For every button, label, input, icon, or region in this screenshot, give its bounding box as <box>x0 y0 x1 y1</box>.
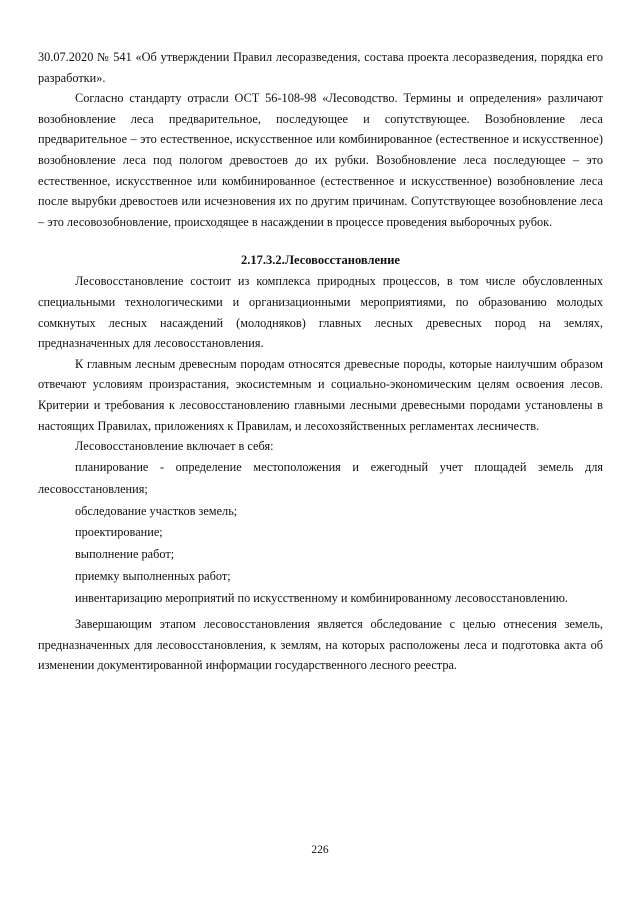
list-item: выполнение работ; <box>75 547 175 562</box>
list-item: планирование - определение местоположения и ежегодный учет площадей земель для лесовосстановления; <box>38 459 603 496</box>
paragraph-ost-standard: Согласно стандарту отрасли ОСТ 56-108-98 «Лесоводство. Термины и определения» различают возобновление леса предварительное, последующее и сопутствующее. Возобновление леса предварительное – это естественное, искусственное или комбинированное (естественное и искусственное) возобновление леса под пологом древостоев до их рубки. Возобновление леса последующее – это естественное, искусственное или комбинированное (естественное и искусственное) возобновление леса после вырубки древостоев или исчезновения их по другим причинам. Сопутствующее возобновление леса – это лесовозобновление, происходящее в насаждении в процессе проведения выборочных рубок. <box>38 91 603 229</box>
page-number: 226 <box>311 844 329 856</box>
document-page <box>38 47 603 676</box>
list-item: инвентаризацию мероприятий по искусственному и комбинированному лесовосстановлению. <box>75 591 568 606</box>
list-item: проектирование; <box>75 525 163 540</box>
paragraph-decree-reference: 30.07.2020 № 541 «Об утверждении Правил лесоразведения, состава проекта лесоразведения, порядка его разработки». <box>38 50 603 85</box>
section-heading: 2.17.3.2.Лесовосстановление <box>241 253 400 268</box>
paragraph-includes-intro: Лесовосстановление включает в себя: <box>75 439 274 454</box>
list-item: приемку выполненных работ; <box>75 569 231 584</box>
paragraph-final-stage: Завершающим этапом лесовосстановления является обследование с целью отнесения земель, предназначенных для лесовосстановления, к землям, на которых расположены леса и подготовка акта об изменении документированной информации государственного лесного реестра. <box>38 617 603 673</box>
reforestation-steps-list <box>38 457 603 610</box>
paragraph-reforestation-definition: Лесовосстановление состоит из комплекса природных процессов, в том числе обусловленных специальными технологическими и организационными мероприятиями, по образованию молодых сомкнутых лесных насаждений (молодняков) главных лесных древесных пород на землях, предназначенных для лесовосстановления. <box>38 274 603 351</box>
paragraph-main-tree-species: К главным лесным древесным породам относятся древесные породы, которые наилучшим образом отвечают условиям произрастания, экосистемным и социально-экономическим целям освоения лесов. Критерии и требования к лесовосстановлению главными лесными древесными породами установлены в настоящих Правилах, приложениях к Правилам, и лесохозяйственных регламентах лесничеств. <box>38 356 603 433</box>
list-item: обследование участков земель; <box>75 503 238 518</box>
